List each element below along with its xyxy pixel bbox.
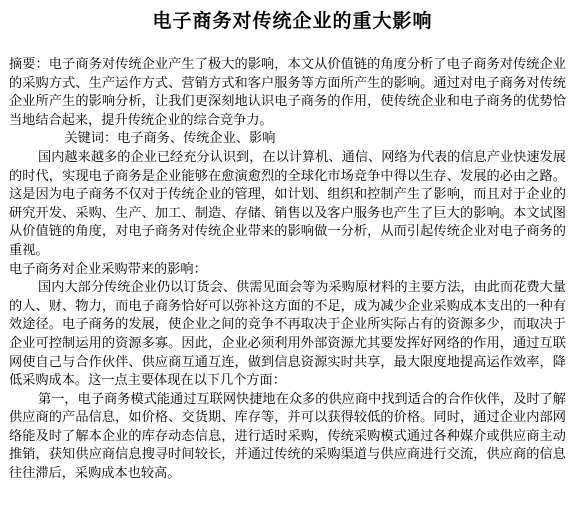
document-title: 电子商务对传统企业的重大影响 — [152, 10, 433, 32]
abstract-paragraph: 摘要：电子商务对传统企业产生了极大的影响，本文从价值链的角度分析了电子商务对传统企业的采购方式、生产运作方式、营销方式和客户服务等方面所产生的影响。通过对电子商务对传统企业所产生的影响分析，让我们更深刻地认识电子商务的作用，使传统企业和电子商务的优势恰当地结合起来，提升传统企业的综合竞争力。 — [9, 57, 566, 128]
point-paragraph: 第一，电子商务模式能通过互联网快捷地在众多的供应商中找到适合的合作伙伴，及时了解供应商的产品信息，如价格、交货期、库存等，并可以获得较低的价格。同时，通过企业内部网络能及时了解本企业的库存动态信息，进行适时采购，传统采购模式通过各种媒介或供应商主动推销，获知供应商信息搜寻时间较长，并通过传统的采购渠道与供应商进行交流，供应商的信息往往滞后，采购成本也较高。 — [9, 391, 566, 482]
section-paragraph: 国内大部分传统企业仍以订货会、供需见面会等为采购原材料的主要方法，由此而花费大量的人、财、物力，而电子商务恰好可以弥补这方面的不足，成为减少企业采购成本支出的一种有效途径。电子商务的发展，使企业之间的竞争不再取决于企业所实际占有的资源多少，而取决于企业可控制运用的资源多寡。因此，企业必须利用外部资源尤其要发挥好网络的作用，通过互联网使自己与合作伙伴、供应商互通互连，做到信息资源实时共享，最大限度地提高运作效率，降低采购成本。这一点主要体现在以下几个方面： — [9, 280, 566, 389]
section-heading: 电子商务对企业采购带来的影响： — [9, 261, 207, 277]
keywords-line: 关键词：电子商务、传统企业、影响 — [64, 131, 276, 147]
intro-paragraph: 国内越来越多的企业已经充分认识到，在以计算机、通信、网络为代表的信息产业快速发展的时代，实现电子商务是企业能够在愈演愈烈的全球化市场竞争中得以生存、发展的必由之路。这是因为电子商务不仅对于传统企业的管理，如计划、组织和控制产生了影响，而且对于企业的研究开发、采购、生产、加工、制造、存储、销售以及客户服务也产生了巨大的影响。本文试图从价值链的角度，对电子商务对传统企业带来的影响做一分析，从而引起传统企业对电子商务的重视。 — [9, 149, 566, 258]
document-body — [9, 56, 566, 484]
